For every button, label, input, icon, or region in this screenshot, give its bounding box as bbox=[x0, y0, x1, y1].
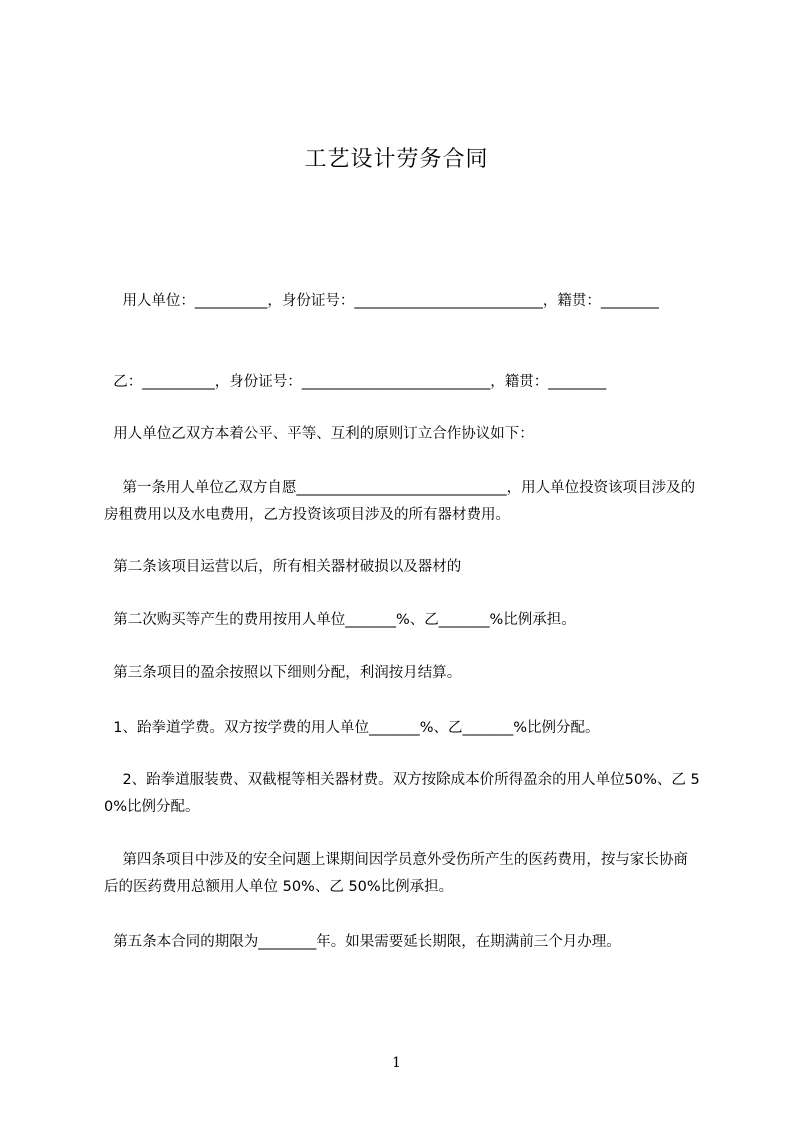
article-5: 第五条本合同的期限为________年。如果需要延长期限，在期满前三个月办理。 bbox=[104, 934, 621, 950]
article-2: 第二条该项目运营以后，所有相关器材破损以及器材的 bbox=[104, 559, 462, 575]
article-3: 第三条项目的盈余按照以下细则分配，利润按月结算。 bbox=[104, 665, 462, 681]
article-3-item-2: 2、跆拳道服装费、双截棍等相关器材费。双方按除成本价所得盈余的用人单位50%、乙 50%比例分配。 bbox=[104, 772, 700, 815]
article-3-item-1: 1、跆拳道学费。双方按学费的用人单位_______%、乙_______%比例分配。 bbox=[104, 720, 600, 736]
article-4: 第四条项目中涉及的安全问题上课期间因学员意外受伤所产生的医药费用，按与家长协商后的医药费用总额用人单位 50%、乙 50%比例承担。 bbox=[104, 852, 688, 895]
article-1: 第一条用人单位乙双方自愿_____________________________，用人单位投资该项目涉及的房租费用以及水电费用，乙方投资该项目涉及的所有器材费用。 bbox=[104, 480, 696, 523]
article-2-continued: 第二次购买等产生的费用按用人单位_______%、乙_______%比例承担。 bbox=[104, 612, 576, 628]
page-number: 1 bbox=[392, 1055, 401, 1071]
employer-info-line: 用人单位：__________，身份证号：__________________________，籍贯：________ bbox=[104, 293, 659, 309]
document-title: 工艺设计劳务合同 bbox=[304, 147, 489, 172]
agreement-preamble: 用人单位乙双方本着公平、平等、互利的原则订立合作协议如下： bbox=[104, 426, 534, 442]
party-b-info-line: 乙：__________，身份证号：__________________________，籍贯：________ bbox=[104, 374, 607, 390]
